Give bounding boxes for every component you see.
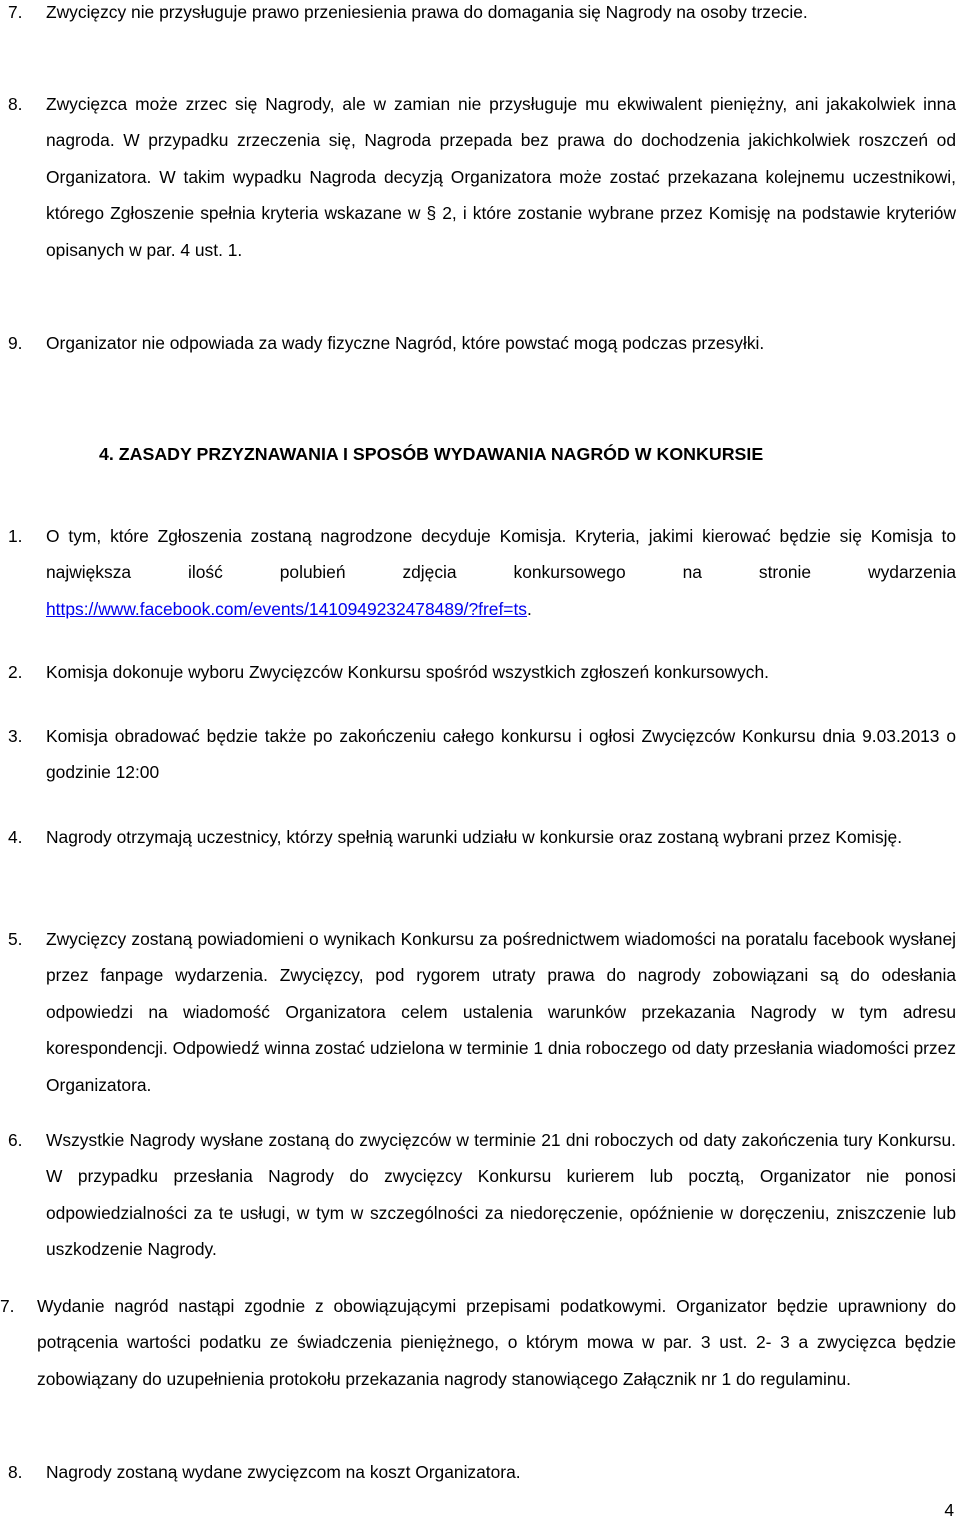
item-text: Zwycięzcy zostaną powiadomieni o wynikach Konkursu za pośrednictwem wiadomości na poratalu facebook wysłanej przez fanpage wydarzenia. Zwycięzcy, pod rygorem utraty prawa do nagrody zobowiązani są do odesłania odpowiedzi na wiadomość Organizatora celem ustalenia warunków przekazania Nagrody w tym adresu korespondencji. Odpowiedź winna zostać udzielona w terminie 1 dnia roboczego od daty przesłania wiadomości przez Organizatora. <box>46 929 956 1095</box>
item-number: 2. <box>8 662 23 682</box>
item-number: 8. <box>8 1462 23 1482</box>
item-text <box>46 518 956 627</box>
item-text: Komisja obradować będzie także po zakończeniu całego konkursu i ogłosi Zwycięzców Konkursu dnia 9.03.2013 o godzinie 12:00 <box>46 726 956 783</box>
item-number: 9. <box>8 333 23 353</box>
item-number: 3. <box>8 726 23 746</box>
list-item <box>8 718 956 791</box>
page-number: 4 <box>944 1500 954 1520</box>
item-text-body: O tym, które Zgłoszenia zostaną nagrodzone decyduje Komisja. Kryteria, jakimi kierować będzie się Komisja to największa ilość polubień zdjęcia konkursowego na stronie wydarzenia <box>46 526 956 583</box>
list-item <box>8 654 956 690</box>
list-item <box>8 0 956 30</box>
list-item <box>8 1454 956 1490</box>
list-item <box>8 86 956 268</box>
item-number: 8. <box>8 94 23 114</box>
item-number: 1. <box>8 526 23 546</box>
item-text: Wszystkie Nagrody wysłane zostaną do zwycięzców w terminie 21 dni roboczych od daty zakończenia tury Konkursu. W przypadku przesłania Nagrody do zwycięzcy Konkursu kurierem lub pocztą, Organizator nie ponosi odpowiedzialności za te usługi, w tym w szczególności za niedoręczenie, opóźnienie w doręczeniu, zniszczenie lub uszkodzenie Nagrody. <box>46 1130 956 1260</box>
item-text: Zwycięzca może zrzec się Nagrody, ale w zamian nie przysługuje mu ekwiwalent pieniężny, ani jakakolwiek inna nagroda. W przypadku zrzeczenia się, Nagroda przepada bez prawa do dochodzenia jakichkolwiek roszczeń od Organizatora. W takim wypadku Nagroda decyzją Organizatora może zostać przekazana kolejnemu uczestnikowi, którego Zgłoszenie spełnia kryteria wskazane w § 2, i które zostanie wybrane przez Komisję na podstawie kryteriów opisanych w par. 4 ust. 1. <box>46 94 956 260</box>
section-heading: 4. ZASADY PRZYZNAWANIA I SPOSÓB WYDAWANIA NAGRÓD W KONKURSIE <box>99 444 764 464</box>
item-text: Komisja dokonuje wyboru Zwycięzców Konkursu spośród wszystkich zgłoszeń konkursowych. <box>46 662 769 682</box>
list-item <box>8 1122 956 1268</box>
facebook-event-link[interactable]: https://www.facebook.com/events/141094923247848​9/?fref=ts <box>46 598 527 619</box>
list-item <box>0 1288 956 1397</box>
item-text: Nagrody zostaną wydane zwycięzcom na koszt Organizatora. <box>46 1462 521 1482</box>
item-text-after: . <box>526 598 532 619</box>
item-number: 6. <box>8 1130 23 1150</box>
item-text: Zwycięzcy nie przysługuje prawo przeniesienia prawa do domagania się Nagrody na osoby trzecie. <box>46 2 808 22</box>
item-number: 7. <box>8 2 23 22</box>
list-item <box>8 921 956 1103</box>
list-item <box>8 518 956 627</box>
list-item <box>8 819 956 855</box>
item-number: 7. <box>0 1296 15 1316</box>
item-text: Nagrody otrzymają uczestnicy, którzy spełnią warunki udziału w konkursie oraz zostaną wybrani przez Komisję. <box>46 827 903 847</box>
item-text: Wydanie nagród nastąpi zgodnie z obowiązującymi przepisami podatkowymi. Organizator będzie uprawniony do potrącenia wartości podatku ze świadczenia pieniężnego, o którym mowa w par. 3 ust. 2- 3 a zwycięzca będzie zobowiązany do uzupełnienia protokołu przekazania nagrody stanowiącego Załącznik nr 1 do regulaminu. <box>37 1296 956 1389</box>
list-item <box>8 325 956 361</box>
item-text: Organizator nie odpowiada za wady fizyczne Nagród, które powstać mogą podczas przesyłki. <box>46 333 765 353</box>
item-number: 5. <box>8 929 23 949</box>
item-number: 4. <box>8 827 23 847</box>
